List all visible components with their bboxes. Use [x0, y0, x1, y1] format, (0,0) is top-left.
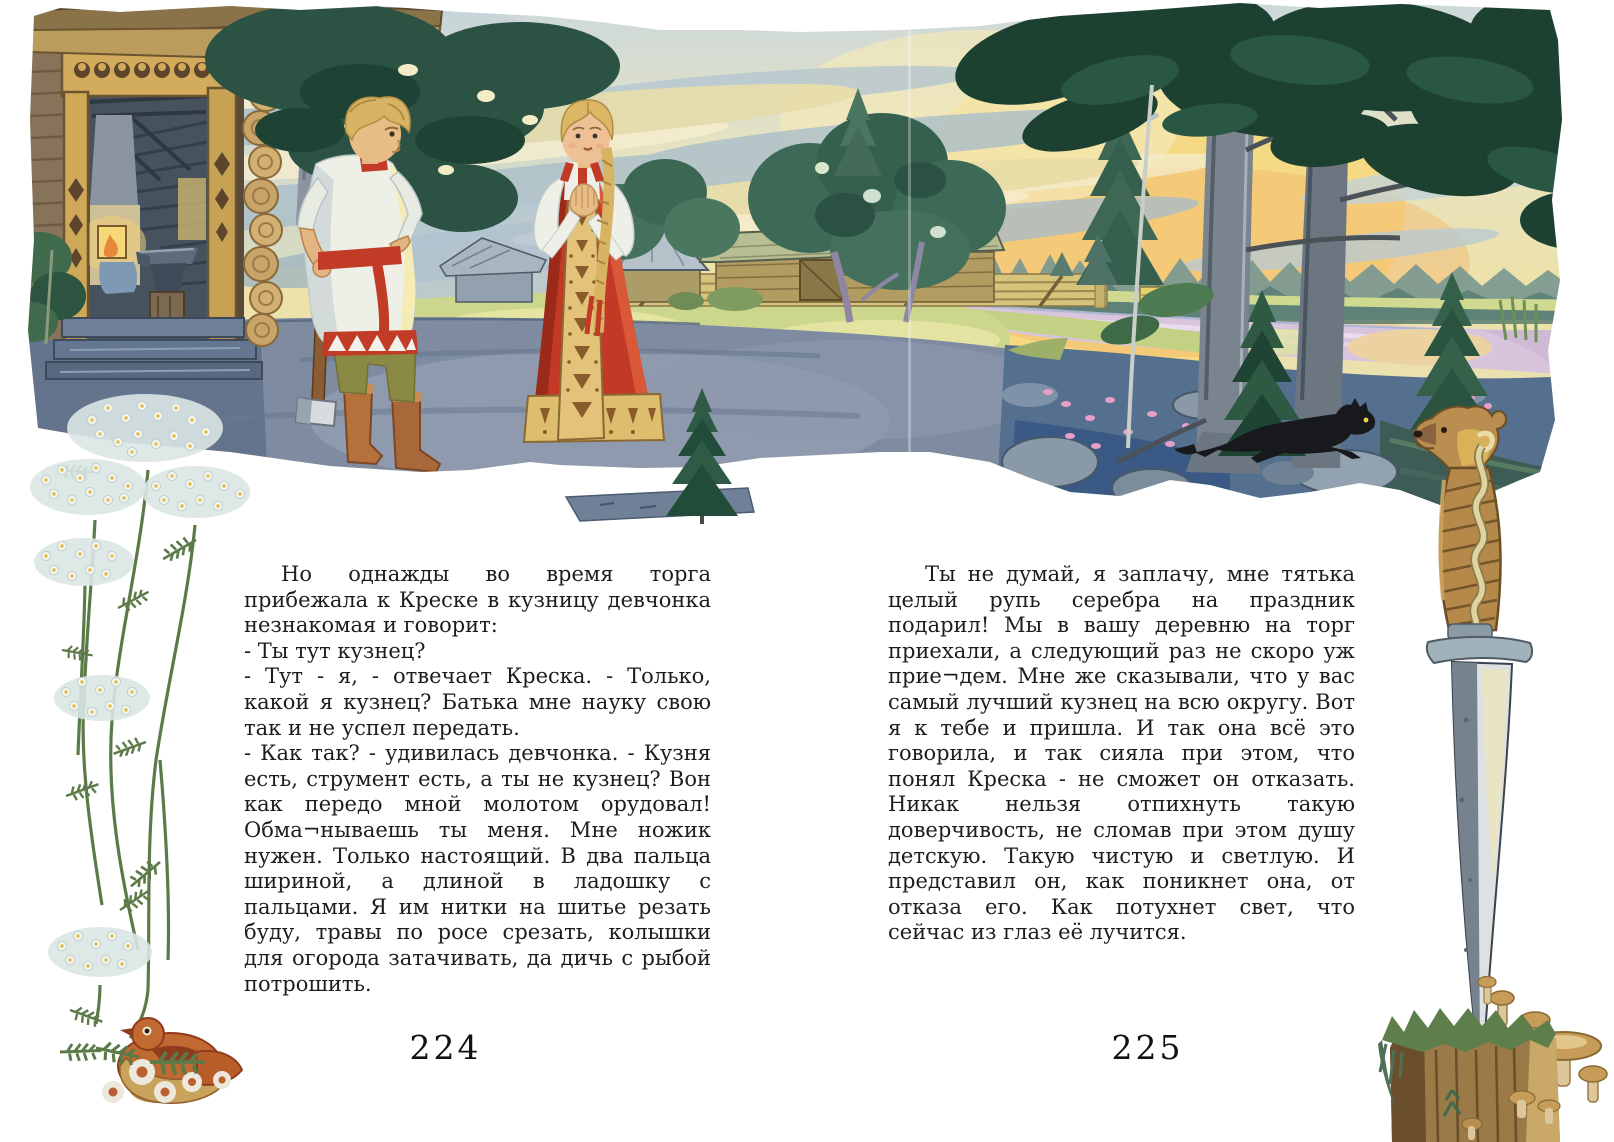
paragraph: Ты не думай, я заплачу, мне тятька целый рупь серебра на праздник подарил! Мы в вашу деревню на торг приехали, а следующий раз не скоро уж прие¬дем. Мне же сказывали, что у вас самый лучший кузнец на всю округу. Вот я к тебе и пришла. И так она всё это говорила, и так сияла при этом, что понял Креска - не сможет он отказать. Никак нельзя отпихнуть такую доверчивость, не сломав при этом душу детскую. Такую чистую и светлую. И представил он, как поникнет она, от отказа его. Как потухнет свет, что сейчас из глаз её лучится.: [888, 562, 1355, 945]
knife-guard: [1427, 637, 1532, 663]
water-tub: [99, 262, 137, 294]
paragraph: - Тут - я, - отвечает Креска. - Только, какой я кузнец? Батька мне науку свою так и не успел передать.: [244, 664, 711, 740]
page-gutter: [908, 0, 911, 530]
interior-light: [178, 178, 206, 240]
yarrow-umbel: [34, 538, 134, 586]
bear-nose: [1414, 431, 1423, 438]
bear-eye: [1441, 427, 1447, 433]
yarrow-umbel: [67, 394, 223, 462]
yarrow-umbel: [54, 675, 150, 721]
cat-eye: [1364, 418, 1369, 423]
yarrow-umbel: [142, 466, 250, 518]
page-number-left: 224: [409, 1028, 482, 1067]
paragraph: - Как так? - удивилась девчонка. - Кузня есть, струмент есть, а ты не кузнец? Вон как передо мной молотом орудовал! Обма¬нываешь ты меня. Мне ножик нужен. Только настоящий. В два пальца шириной, а длиной в ладошку с пальцами. Я им нитки на шитье резать буду, травы по росе срезать, колышки для огорода затачивать, да дичь с рыбой потрошить.: [244, 741, 711, 996]
bird-beak: [120, 1028, 134, 1037]
paragraph: Но однажды во время торга прибежала к Креске в кузницу девчонка незнакомая и говорит:: [244, 562, 711, 638]
yarrow-flowers: [30, 394, 250, 1103]
stump-with-mushrooms: [1378, 977, 1607, 1142]
carved-knife: [1427, 446, 1532, 1058]
left-page-text: [244, 562, 711, 997]
boy-eye: [389, 131, 394, 136]
page-number-right: 225: [1111, 1028, 1184, 1067]
yarrow-umbel: [30, 459, 146, 515]
yarrow-umbel: [48, 927, 152, 977]
forge-chimney: [90, 115, 138, 205]
paragraph: - Ты тут кузнец?: [244, 638, 426, 663]
bird-eye: [145, 1029, 150, 1034]
right-page-text: [888, 562, 1355, 946]
smithy-steps: [46, 318, 262, 379]
